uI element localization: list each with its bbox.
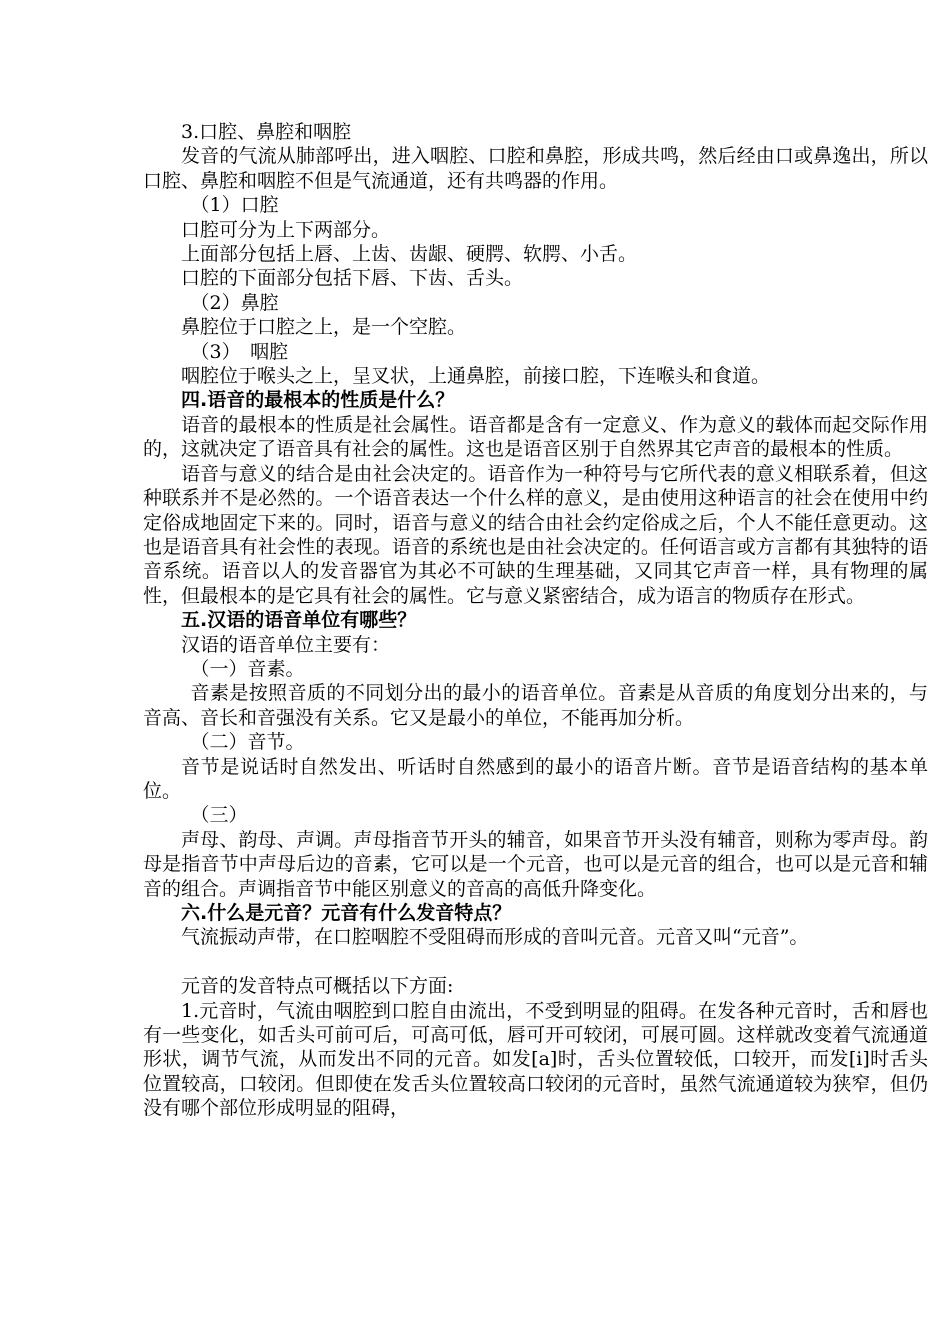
document-page [143, 120, 928, 1121]
oral-cavity-title: （1）口腔 [190, 194, 279, 217]
oral-cavity-p3: 口腔的下面部分包括下唇、下齿、舌头。 [181, 267, 524, 290]
section-6-p1: 气流振动声带，在口腔咽腔不受阻碍而形成的音叫元音。元音又叫“元音”。 [181, 926, 809, 949]
section-6-p3: 1.元音时，气流由咽腔到口腔自由流出，不受到明显的阻碍。在发各种元音时，舌和唇也有一些变化，如舌头可前可后，可高可低，唇可开可较闭，可展可圆。这样就改变着气流通道形状，调节气流，从而发出不同的元音。如发[a]时，舌头位置较低，口较开，而发[i]时舌头位置较高，口较闭。但即使在发舌头位置较高口较闭的元音时，虽然气流通道较为狭窄，但仍没有哪个部位形成明显的阻碍， [143, 999, 928, 1120]
section-4-p2: 语音与意义的结合是由社会决定的。语音作为一种符号与它所代表的意义相联系着，但这种联系并不是必然的。一个语音表达一个什么样的意义，是由使用这种语言的社会在使用中约定俗成地固定下来的。同时，语音与意义的结合由社会约定俗成之后，个人不能任意更动。这也是语音具有社会性的表现。语音的系统也是由社会决定的。任何语言或方言都有其独特的语音系统。语音以人的发音器官为其必不可缺的生理基础，又同其它声音一样，具有物理的属性，但最根本的是它具有社会的属性。它与意义紧密结合，成为语言的物质存在形式。 [143, 462, 928, 607]
section-4-p1: 语音的最根本的性质是社会属性。语音都是含有一定意义、作为意义的载体而起交际作用的，这就决定了语音具有社会的属性。这也是语音区别于自然界其它声音的最根本的性质。 [143, 413, 928, 461]
phoneme-title: （一）音素。 [190, 657, 305, 680]
third-paragraph: 声母、韵母、声调。声母指音节开头的辅音，如果音节开头没有辅音，则称为零声母。韵母是指音节中声母后边的音素，它可以是一个元音，也可以是元音的组合，也可以是元音和辅音的组合。声调指音节中能区别意义的音高的高低升降变化。 [143, 828, 928, 900]
nasal-cavity-title: （2）鼻腔 [190, 291, 279, 314]
section-5-intro: 汉语的语音单位主要有： [181, 633, 391, 656]
oral-cavity-p2: 上面部分包括上唇、上齿、齿龈、硬腭、软腭、小舌。 [181, 243, 638, 266]
section-6-heading: 六.什么是元音？元音有什么发音特点？ [181, 902, 512, 924]
blank-line [143, 950, 928, 974]
nasal-cavity-p1: 鼻腔位于口腔之上，是一个空腔。 [181, 316, 467, 339]
section-5-heading: 五.汉语的语音单位有哪些？ [181, 609, 417, 632]
section-3-intro: 发音的气流从肺部呼出，进入咽腔、口腔和鼻腔，形成共鸣，然后经由口或鼻逸出，所以口腔、鼻腔和咽腔不但是气流通道，还有共鸣器的作用。 [143, 145, 928, 192]
third-title: （三） [190, 804, 248, 827]
section-3-title: 3.口腔、鼻腔和咽腔 [181, 121, 352, 143]
section-6-p2: 元音的发音特点可概括以下方面: [181, 975, 454, 998]
pharynx-p1: 咽腔位于喉头之上，呈叉状，上通鼻腔，前接口腔，下连喉头和食道。 [181, 365, 771, 388]
pharynx-title: （3） 咽腔 [190, 340, 289, 363]
section-4-heading: 四.语音的最根本的性质是什么？ [181, 389, 455, 412]
syllable-title: （二）音节。 [190, 731, 305, 754]
phoneme-paragraph: 音素是按照音质的不同划分出的最小的语音单位。音素是从音质的角度划分出来的，与音高、音长和音强没有关系。它又是最小的单位，不能再加分析。 [143, 682, 928, 729]
syllable-paragraph: 音节是说话时自然发出、听话时自然感到的最小的语音片断。音节是语音结构的基本单位。 [143, 755, 928, 802]
oral-cavity-p1: 口腔可分为上下两部分。 [181, 218, 391, 241]
